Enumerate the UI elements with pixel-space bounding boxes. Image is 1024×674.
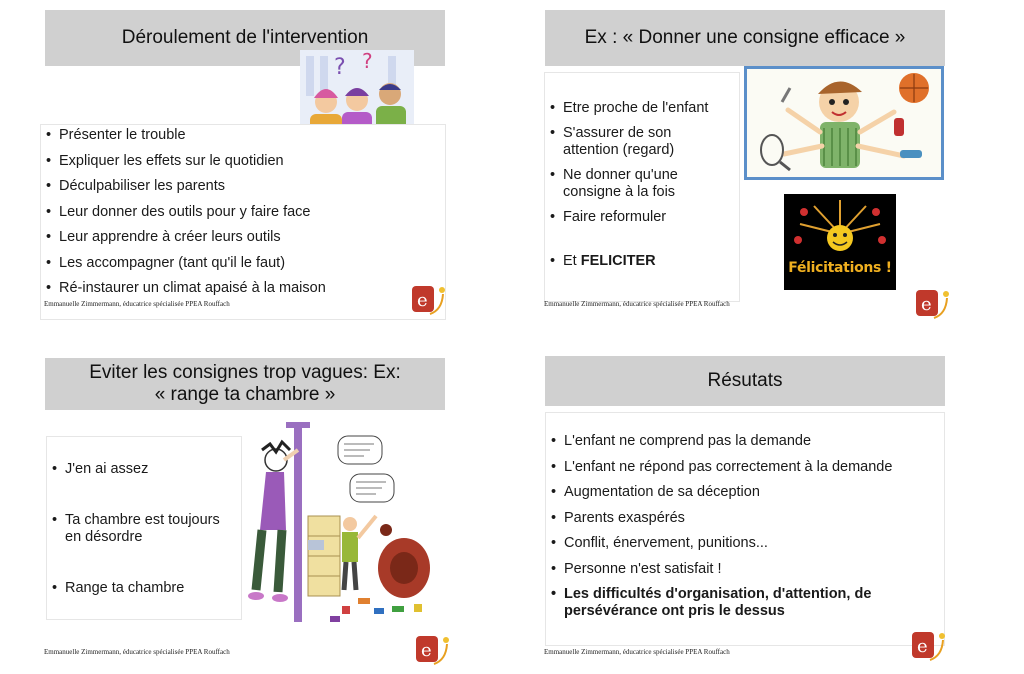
- slide-3: [38, 352, 448, 670]
- svg-text:e: e: [917, 636, 928, 657]
- bullet: • Etre proche de l'enfant: [545, 100, 739, 117]
- slide-2: [540, 8, 950, 326]
- slide-1: [38, 8, 448, 326]
- slide-2-title: Ex : « Donner une consigne efficace »: [545, 10, 945, 66]
- bullet: • Les accompagner (tant qu'il le faut): [41, 255, 445, 272]
- slide-2-bullet-box: [544, 72, 740, 302]
- bullet: • Expliquer les effets sur le quotidien: [41, 153, 445, 170]
- svg-text:e: e: [417, 290, 428, 311]
- bullet: • Présenter le trouble: [41, 127, 445, 144]
- svg-text:?: ?: [334, 55, 346, 80]
- bullet-feliciter: [545, 253, 739, 270]
- bullet: • Conflit, énervement, punitions...: [546, 535, 944, 552]
- bullet: • L'enfant ne répond pas correctement à la demande: [546, 459, 944, 476]
- bullet: • Déculpabiliser les parents: [41, 178, 445, 195]
- bullet: • Parents exaspérés: [546, 510, 944, 527]
- bullet: • J'en ai assez: [47, 461, 241, 478]
- feliciter-prefix: Et: [563, 253, 581, 269]
- bullet-bold: • Les difficultés d'organisation, d'attention, de persévérance ont pris le dessus: [546, 586, 896, 620]
- felicitations-text: Félicitations !: [788, 260, 892, 276]
- bullet: • Ta chambre est toujours en désordre: [47, 512, 227, 546]
- ppea-logo-icon: [914, 288, 950, 322]
- slide-3-title-line2: « range ta chambre »: [154, 384, 336, 405]
- slide-4-bullet-box: [545, 412, 945, 646]
- bullet: • S'assurer de son attention (regard): [545, 125, 705, 159]
- slide-4: [540, 352, 950, 670]
- ppea-logo-icon: [414, 634, 450, 668]
- slide-3-title-line1: Eviter les consignes trop vagues: Ex:: [89, 362, 401, 383]
- bullet: • L'enfant ne comprend pas la demande: [546, 433, 944, 450]
- slide-3-bullet-box: [46, 436, 242, 620]
- ppea-logo-icon: [910, 630, 946, 664]
- bullet: • Augmentation de sa déception: [546, 484, 944, 501]
- slide-3-footer: Emmanuelle Zimmermann, éducatrice spécialisée PPEA Rouffach: [44, 648, 230, 656]
- bullet: • Leur apprendre à créer leurs outils: [41, 229, 445, 246]
- ppea-logo-icon: [410, 284, 446, 318]
- felicitations-badge: [784, 194, 896, 290]
- bullet: • Ré-instaurer un climat apaisé à la maison: [41, 280, 445, 297]
- slide-1-bullet-box: [40, 124, 446, 320]
- svg-text:e: e: [421, 640, 432, 661]
- messy-room-illustration: [246, 420, 442, 630]
- bullet: • Personne n'est satisfait !: [546, 561, 944, 578]
- slide-2-footer: Emmanuelle Zimmermann, éducatrice spécialisée PPEA Rouffach: [544, 300, 730, 308]
- slide-1-title: Déroulement de l'intervention: [45, 10, 445, 66]
- bullet: • Range ta chambre: [47, 580, 241, 597]
- feliciter-bold: FELICITER: [580, 253, 656, 269]
- bullet: • Ne donner qu'une consigne à la fois: [545, 167, 705, 201]
- slide-3-title: [45, 358, 445, 410]
- slide-1-footer: Emmanuelle Zimmermann, éducatrice spécialisée PPEA Rouffach: [44, 300, 230, 308]
- svg-text:?: ?: [362, 50, 373, 73]
- juggling-child-illustration: [744, 66, 944, 180]
- bullet: • Faire reformuler: [545, 209, 739, 226]
- slide-4-title: Résutats: [545, 356, 945, 406]
- slide-4-footer: Emmanuelle Zimmermann, éducatrice spécialisée PPEA Rouffach: [544, 648, 730, 656]
- bullet: • Leur donner des outils pour y faire face: [41, 204, 445, 221]
- svg-text:e: e: [921, 294, 932, 315]
